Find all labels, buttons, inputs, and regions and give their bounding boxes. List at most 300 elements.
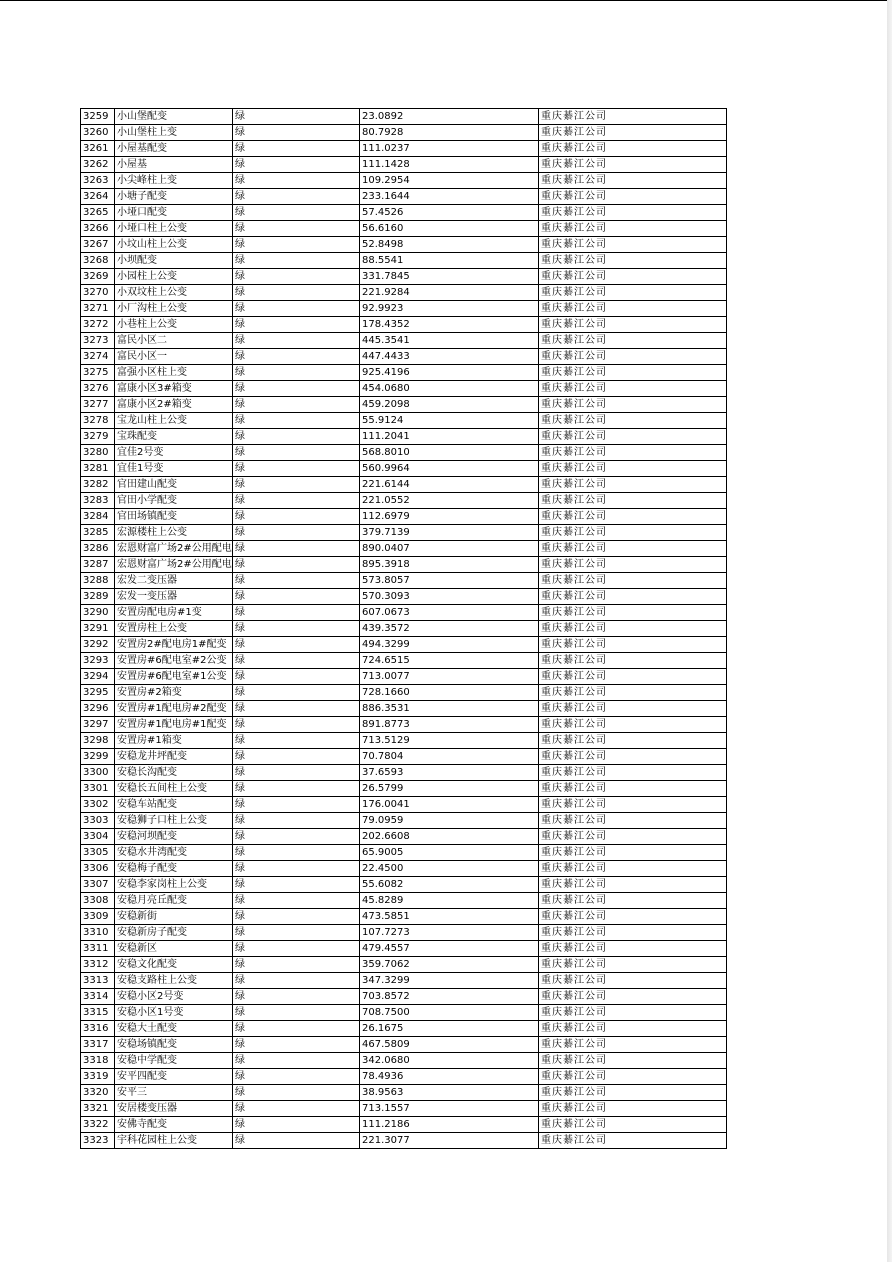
status-color-cell: 绿 <box>233 157 360 173</box>
table-row <box>81 317 727 333</box>
company-cell: 重庆綦江公司 <box>539 221 727 237</box>
company-cell: 重庆綦江公司 <box>539 349 727 365</box>
transformer-name-cell: 宏发二变压器 <box>115 573 233 589</box>
status-color-cell: 绿 <box>233 701 360 717</box>
transformer-name-cell: 安置房配电房#1变 <box>115 605 233 621</box>
row-id-cell: 3305 <box>81 845 115 861</box>
row-id-cell: 3309 <box>81 909 115 925</box>
value-cell: 37.6593 <box>360 765 539 781</box>
value-cell: 80.7928 <box>360 125 539 141</box>
company-cell: 重庆綦江公司 <box>539 909 727 925</box>
row-id-cell: 3310 <box>81 925 115 941</box>
company-cell: 重庆綦江公司 <box>539 941 727 957</box>
value-cell: 479.4557 <box>360 941 539 957</box>
table-row <box>81 1085 727 1101</box>
row-id-cell: 3274 <box>81 349 115 365</box>
table-row <box>81 413 727 429</box>
status-color-cell: 绿 <box>233 445 360 461</box>
row-id-cell: 3261 <box>81 141 115 157</box>
status-color-cell: 绿 <box>233 1117 360 1133</box>
status-color-cell: 绿 <box>233 541 360 557</box>
row-id-cell: 3312 <box>81 957 115 973</box>
company-cell: 重庆綦江公司 <box>539 733 727 749</box>
company-cell: 重庆綦江公司 <box>539 1037 727 1053</box>
row-id-cell: 3318 <box>81 1053 115 1069</box>
transformer-name-cell: 小山堡配变 <box>115 109 233 125</box>
status-color-cell: 绿 <box>233 1085 360 1101</box>
row-id-cell: 3311 <box>81 941 115 957</box>
value-cell: 92.9923 <box>360 301 539 317</box>
company-cell: 重庆綦江公司 <box>539 781 727 797</box>
company-cell: 重庆綦江公司 <box>539 973 727 989</box>
table-row <box>81 1005 727 1021</box>
status-color-cell: 绿 <box>233 381 360 397</box>
company-cell: 重庆綦江公司 <box>539 1117 727 1133</box>
transformer-name-cell: 安置房#1配电房#2配变 <box>115 701 233 717</box>
value-cell: 331.7845 <box>360 269 539 285</box>
status-color-cell: 绿 <box>233 941 360 957</box>
status-color-cell: 绿 <box>233 861 360 877</box>
row-id-cell: 3270 <box>81 285 115 301</box>
transformer-name-cell: 宜佳1号变 <box>115 461 233 477</box>
row-id-cell: 3283 <box>81 493 115 509</box>
transformer-name-cell: 安稳大土配变 <box>115 1021 233 1037</box>
row-id-cell: 3296 <box>81 701 115 717</box>
table-row <box>81 301 727 317</box>
table-row <box>81 221 727 237</box>
status-color-cell: 绿 <box>233 749 360 765</box>
value-cell: 570.3093 <box>360 589 539 605</box>
row-id-cell: 3282 <box>81 477 115 493</box>
company-cell: 重庆綦江公司 <box>539 333 727 349</box>
table-row <box>81 445 727 461</box>
value-cell: 454.0680 <box>360 381 539 397</box>
transformer-name-cell: 安置房#6配电室#1公变 <box>115 669 233 685</box>
company-cell: 重庆綦江公司 <box>539 861 727 877</box>
company-cell: 重庆綦江公司 <box>539 845 727 861</box>
row-id-cell: 3306 <box>81 861 115 877</box>
status-color-cell: 绿 <box>233 349 360 365</box>
transformer-name-cell: 宇科花园柱上公变 <box>115 1133 233 1149</box>
table-row <box>81 701 727 717</box>
status-color-cell: 绿 <box>233 333 360 349</box>
company-cell: 重庆綦江公司 <box>539 301 727 317</box>
row-id-cell: 3275 <box>81 365 115 381</box>
status-color-cell: 绿 <box>233 1069 360 1085</box>
company-cell: 重庆綦江公司 <box>539 765 727 781</box>
table-row <box>81 141 727 157</box>
company-cell: 重庆綦江公司 <box>539 1101 727 1117</box>
transformer-name-cell: 安稳场镇配变 <box>115 1037 233 1053</box>
row-id-cell: 3266 <box>81 221 115 237</box>
company-cell: 重庆綦江公司 <box>539 429 727 445</box>
company-cell: 重庆綦江公司 <box>539 957 727 973</box>
row-id-cell: 3293 <box>81 653 115 669</box>
transformer-name-cell: 安置房#6配电室#2公变 <box>115 653 233 669</box>
company-cell: 重庆綦江公司 <box>539 253 727 269</box>
row-id-cell: 3315 <box>81 1005 115 1021</box>
status-color-cell: 绿 <box>233 493 360 509</box>
value-cell: 70.7804 <box>360 749 539 765</box>
row-id-cell: 3320 <box>81 1085 115 1101</box>
value-cell: 708.7500 <box>360 1005 539 1021</box>
table-row <box>81 253 727 269</box>
transformer-name-cell: 小园柱上公变 <box>115 269 233 285</box>
value-cell: 55.9124 <box>360 413 539 429</box>
table-row <box>81 365 727 381</box>
transformer-name-cell: 小垭口配变 <box>115 205 233 221</box>
company-cell: 重庆綦江公司 <box>539 189 727 205</box>
transformer-name-cell: 官田建山配变 <box>115 477 233 493</box>
value-cell: 88.5541 <box>360 253 539 269</box>
status-color-cell: 绿 <box>233 189 360 205</box>
value-cell: 895.3918 <box>360 557 539 573</box>
transformer-name-cell: 安置房#1配电房#1配变 <box>115 717 233 733</box>
transformer-name-cell: 安稳长五间柱上公变 <box>115 781 233 797</box>
transformer-name-cell: 安稳龙井坪配变 <box>115 749 233 765</box>
status-color-cell: 绿 <box>233 253 360 269</box>
status-color-cell: 绿 <box>233 637 360 653</box>
value-cell: 221.9284 <box>360 285 539 301</box>
transformer-name-cell: 富康小区2#箱变 <box>115 397 233 413</box>
value-cell: 445.3541 <box>360 333 539 349</box>
row-id-cell: 3280 <box>81 445 115 461</box>
company-cell: 重庆綦江公司 <box>539 397 727 413</box>
company-cell: 重庆綦江公司 <box>539 525 727 541</box>
status-color-cell: 绿 <box>233 557 360 573</box>
company-cell: 重庆綦江公司 <box>539 877 727 893</box>
value-cell: 111.1428 <box>360 157 539 173</box>
status-color-cell: 绿 <box>233 525 360 541</box>
row-id-cell: 3299 <box>81 749 115 765</box>
transformer-name-cell: 安稳李家岗柱上公变 <box>115 877 233 893</box>
table-row <box>81 957 727 973</box>
transformer-name-cell: 安稳狮子口柱上公变 <box>115 813 233 829</box>
row-id-cell: 3298 <box>81 733 115 749</box>
status-color-cell: 绿 <box>233 733 360 749</box>
transformer-name-cell: 安稳小区2号变 <box>115 989 233 1005</box>
value-cell: 713.5129 <box>360 733 539 749</box>
company-cell: 重庆綦江公司 <box>539 493 727 509</box>
company-cell: 重庆綦江公司 <box>539 285 727 301</box>
value-cell: 23.0892 <box>360 109 539 125</box>
transformer-name-cell: 安稳河坝配变 <box>115 829 233 845</box>
status-color-cell: 绿 <box>233 893 360 909</box>
company-cell: 重庆綦江公司 <box>539 269 727 285</box>
company-cell: 重庆綦江公司 <box>539 573 727 589</box>
table-row <box>81 509 727 525</box>
row-id-cell: 3259 <box>81 109 115 125</box>
table-row <box>81 893 727 909</box>
transformer-name-cell: 富民小区二 <box>115 333 233 349</box>
row-id-cell: 3307 <box>81 877 115 893</box>
value-cell: 447.4433 <box>360 349 539 365</box>
table-row <box>81 205 727 221</box>
row-id-cell: 3264 <box>81 189 115 205</box>
company-cell: 重庆綦江公司 <box>539 125 727 141</box>
table-row <box>81 573 727 589</box>
value-cell: 202.6608 <box>360 829 539 845</box>
table-row <box>81 973 727 989</box>
value-cell: 713.1557 <box>360 1101 539 1117</box>
table-row <box>81 109 727 125</box>
company-cell: 重庆綦江公司 <box>539 477 727 493</box>
status-color-cell: 绿 <box>233 573 360 589</box>
table-row <box>81 765 727 781</box>
status-color-cell: 绿 <box>233 1101 360 1117</box>
table-row <box>81 269 727 285</box>
status-color-cell: 绿 <box>233 125 360 141</box>
row-id-cell: 3292 <box>81 637 115 653</box>
value-cell: 890.0407 <box>360 541 539 557</box>
status-color-cell: 绿 <box>233 413 360 429</box>
transformer-name-cell: 安稳中学配变 <box>115 1053 233 1069</box>
company-cell: 重庆綦江公司 <box>539 1085 727 1101</box>
value-cell: 342.0680 <box>360 1053 539 1069</box>
row-id-cell: 3285 <box>81 525 115 541</box>
transformer-name-cell: 安稳新街 <box>115 909 233 925</box>
transformer-name-cell: 小垭口柱上公变 <box>115 221 233 237</box>
table-row <box>81 125 727 141</box>
row-id-cell: 3287 <box>81 557 115 573</box>
transformer-name-cell: 宏发一变压器 <box>115 589 233 605</box>
value-cell: 22.4500 <box>360 861 539 877</box>
value-cell: 176.0041 <box>360 797 539 813</box>
table-row <box>81 653 727 669</box>
row-id-cell: 3278 <box>81 413 115 429</box>
transformer-name-cell: 小双坟柱上公变 <box>115 285 233 301</box>
table-row <box>81 845 727 861</box>
row-id-cell: 3267 <box>81 237 115 253</box>
table-body <box>81 109 727 1149</box>
value-cell: 607.0673 <box>360 605 539 621</box>
row-id-cell: 3317 <box>81 1037 115 1053</box>
table-row <box>81 749 727 765</box>
status-color-cell: 绿 <box>233 957 360 973</box>
value-cell: 347.3299 <box>360 973 539 989</box>
transformer-name-cell: 富康小区3#箱变 <box>115 381 233 397</box>
status-color-cell: 绿 <box>233 781 360 797</box>
status-color-cell: 绿 <box>233 173 360 189</box>
company-cell: 重庆綦江公司 <box>539 445 727 461</box>
table-row <box>81 285 727 301</box>
value-cell: 26.1675 <box>360 1021 539 1037</box>
status-color-cell: 绿 <box>233 1005 360 1021</box>
transformer-name-cell: 安稳新区 <box>115 941 233 957</box>
transformer-name-cell: 安稳小区1号变 <box>115 1005 233 1021</box>
company-cell: 重庆綦江公司 <box>539 1021 727 1037</box>
table-row <box>81 237 727 253</box>
company-cell: 重庆綦江公司 <box>539 813 727 829</box>
value-cell: 178.4352 <box>360 317 539 333</box>
value-cell: 724.6515 <box>360 653 539 669</box>
page-top-border <box>0 0 892 1</box>
transformer-name-cell: 安平三 <box>115 1085 233 1101</box>
company-cell: 重庆綦江公司 <box>539 925 727 941</box>
table-row <box>81 813 727 829</box>
status-color-cell: 绿 <box>233 461 360 477</box>
table-row <box>81 525 727 541</box>
status-color-cell: 绿 <box>233 877 360 893</box>
row-id-cell: 3316 <box>81 1021 115 1037</box>
row-id-cell: 3321 <box>81 1101 115 1117</box>
table-row <box>81 589 727 605</box>
company-cell: 重庆綦江公司 <box>539 717 727 733</box>
value-cell: 925.4196 <box>360 365 539 381</box>
value-cell: 221.0552 <box>360 493 539 509</box>
page-right-edge <box>887 0 892 1262</box>
transformer-name-cell: 官田小学配变 <box>115 493 233 509</box>
status-color-cell: 绿 <box>233 269 360 285</box>
status-color-cell: 绿 <box>233 1021 360 1037</box>
value-cell: 439.3572 <box>360 621 539 637</box>
table-row <box>81 1117 727 1133</box>
table-row <box>81 333 727 349</box>
table-row <box>81 429 727 445</box>
transformer-name-cell: 安佛寺配变 <box>115 1117 233 1133</box>
transformer-name-cell: 小坟山柱上公变 <box>115 237 233 253</box>
table-row <box>81 829 727 845</box>
table-row <box>81 909 727 925</box>
transformer-name-cell: 安稳文化配变 <box>115 957 233 973</box>
row-id-cell: 3269 <box>81 269 115 285</box>
table-row <box>81 733 727 749</box>
transformer-name-cell: 小屋基 <box>115 157 233 173</box>
company-cell: 重庆綦江公司 <box>539 685 727 701</box>
value-cell: 560.9964 <box>360 461 539 477</box>
status-color-cell: 绿 <box>233 669 360 685</box>
row-id-cell: 3300 <box>81 765 115 781</box>
table-row <box>81 781 727 797</box>
company-cell: 重庆綦江公司 <box>539 1005 727 1021</box>
row-id-cell: 3271 <box>81 301 115 317</box>
table-row <box>81 493 727 509</box>
transformer-name-cell: 宏源楼柱上公变 <box>115 525 233 541</box>
status-color-cell: 绿 <box>233 317 360 333</box>
table-row <box>81 989 727 1005</box>
status-color-cell: 绿 <box>233 109 360 125</box>
company-cell: 重庆綦江公司 <box>539 381 727 397</box>
status-color-cell: 绿 <box>233 797 360 813</box>
transformer-name-cell: 安置房柱上公变 <box>115 621 233 637</box>
transformer-name-cell: 宝珠配变 <box>115 429 233 445</box>
table-row <box>81 1053 727 1069</box>
value-cell: 568.8010 <box>360 445 539 461</box>
transformer-name-cell: 安稳长沟配变 <box>115 765 233 781</box>
transformer-name-cell: 安稳梅子配变 <box>115 861 233 877</box>
status-color-cell: 绿 <box>233 205 360 221</box>
status-color-cell: 绿 <box>233 397 360 413</box>
table-row <box>81 861 727 877</box>
row-id-cell: 3268 <box>81 253 115 269</box>
value-cell: 56.6160 <box>360 221 539 237</box>
row-id-cell: 3281 <box>81 461 115 477</box>
status-color-cell: 绿 <box>233 365 360 381</box>
status-color-cell: 绿 <box>233 1133 360 1149</box>
company-cell: 重庆綦江公司 <box>539 157 727 173</box>
value-cell: 573.8057 <box>360 573 539 589</box>
table-row <box>81 189 727 205</box>
table-row <box>81 477 727 493</box>
status-color-cell: 绿 <box>233 829 360 845</box>
company-cell: 重庆綦江公司 <box>539 589 727 605</box>
value-cell: 467.5809 <box>360 1037 539 1053</box>
transformer-name-cell: 宝龙山柱上公变 <box>115 413 233 429</box>
transformer-table <box>80 108 727 1149</box>
transformer-name-cell: 宏恩财富广场2#公用配电 <box>115 557 233 573</box>
transformer-name-cell: 小山堡柱上变 <box>115 125 233 141</box>
table-row <box>81 877 727 893</box>
transformer-name-cell: 富强小区柱上变 <box>115 365 233 381</box>
row-id-cell: 3308 <box>81 893 115 909</box>
status-color-cell: 绿 <box>233 605 360 621</box>
company-cell: 重庆綦江公司 <box>539 701 727 717</box>
row-id-cell: 3291 <box>81 621 115 637</box>
status-color-cell: 绿 <box>233 813 360 829</box>
table-row <box>81 1101 727 1117</box>
row-id-cell: 3319 <box>81 1069 115 1085</box>
row-id-cell: 3297 <box>81 717 115 733</box>
transformer-name-cell: 小巷柱上公变 <box>115 317 233 333</box>
transformer-name-cell: 小厂沟柱上公变 <box>115 301 233 317</box>
row-id-cell: 3294 <box>81 669 115 685</box>
row-id-cell: 3276 <box>81 381 115 397</box>
status-color-cell: 绿 <box>233 845 360 861</box>
row-id-cell: 3288 <box>81 573 115 589</box>
transformer-name-cell: 安置房#2箱变 <box>115 685 233 701</box>
table-row <box>81 621 727 637</box>
table-row <box>81 381 727 397</box>
company-cell: 重庆綦江公司 <box>539 365 727 381</box>
table-row <box>81 541 727 557</box>
table-row <box>81 397 727 413</box>
table-row <box>81 557 727 573</box>
transformer-name-cell: 官田场镇配变 <box>115 509 233 525</box>
status-color-cell: 绿 <box>233 765 360 781</box>
value-cell: 78.4936 <box>360 1069 539 1085</box>
row-id-cell: 3279 <box>81 429 115 445</box>
status-color-cell: 绿 <box>233 221 360 237</box>
table-row <box>81 1021 727 1037</box>
value-cell: 45.8289 <box>360 893 539 909</box>
status-color-cell: 绿 <box>233 717 360 733</box>
table-row <box>81 1133 727 1149</box>
transformer-name-cell: 宜佳2号变 <box>115 445 233 461</box>
transformer-name-cell: 安稳车站配变 <box>115 797 233 813</box>
row-id-cell: 3273 <box>81 333 115 349</box>
row-id-cell: 3290 <box>81 605 115 621</box>
value-cell: 79.0959 <box>360 813 539 829</box>
table-row <box>81 349 727 365</box>
transformer-name-cell: 安居楼变压器 <box>115 1101 233 1117</box>
row-id-cell: 3265 <box>81 205 115 221</box>
table-row <box>81 157 727 173</box>
table-row <box>81 797 727 813</box>
company-cell: 重庆綦江公司 <box>539 541 727 557</box>
table-row <box>81 1037 727 1053</box>
company-cell: 重庆綦江公司 <box>539 749 727 765</box>
company-cell: 重庆綦江公司 <box>539 797 727 813</box>
company-cell: 重庆綦江公司 <box>539 605 727 621</box>
transformer-name-cell: 安置房2#配电房1#配变 <box>115 637 233 653</box>
value-cell: 713.0077 <box>360 669 539 685</box>
table-row <box>81 925 727 941</box>
value-cell: 111.2041 <box>360 429 539 445</box>
table-row <box>81 685 727 701</box>
row-id-cell: 3272 <box>81 317 115 333</box>
value-cell: 703.8572 <box>360 989 539 1005</box>
status-color-cell: 绿 <box>233 141 360 157</box>
